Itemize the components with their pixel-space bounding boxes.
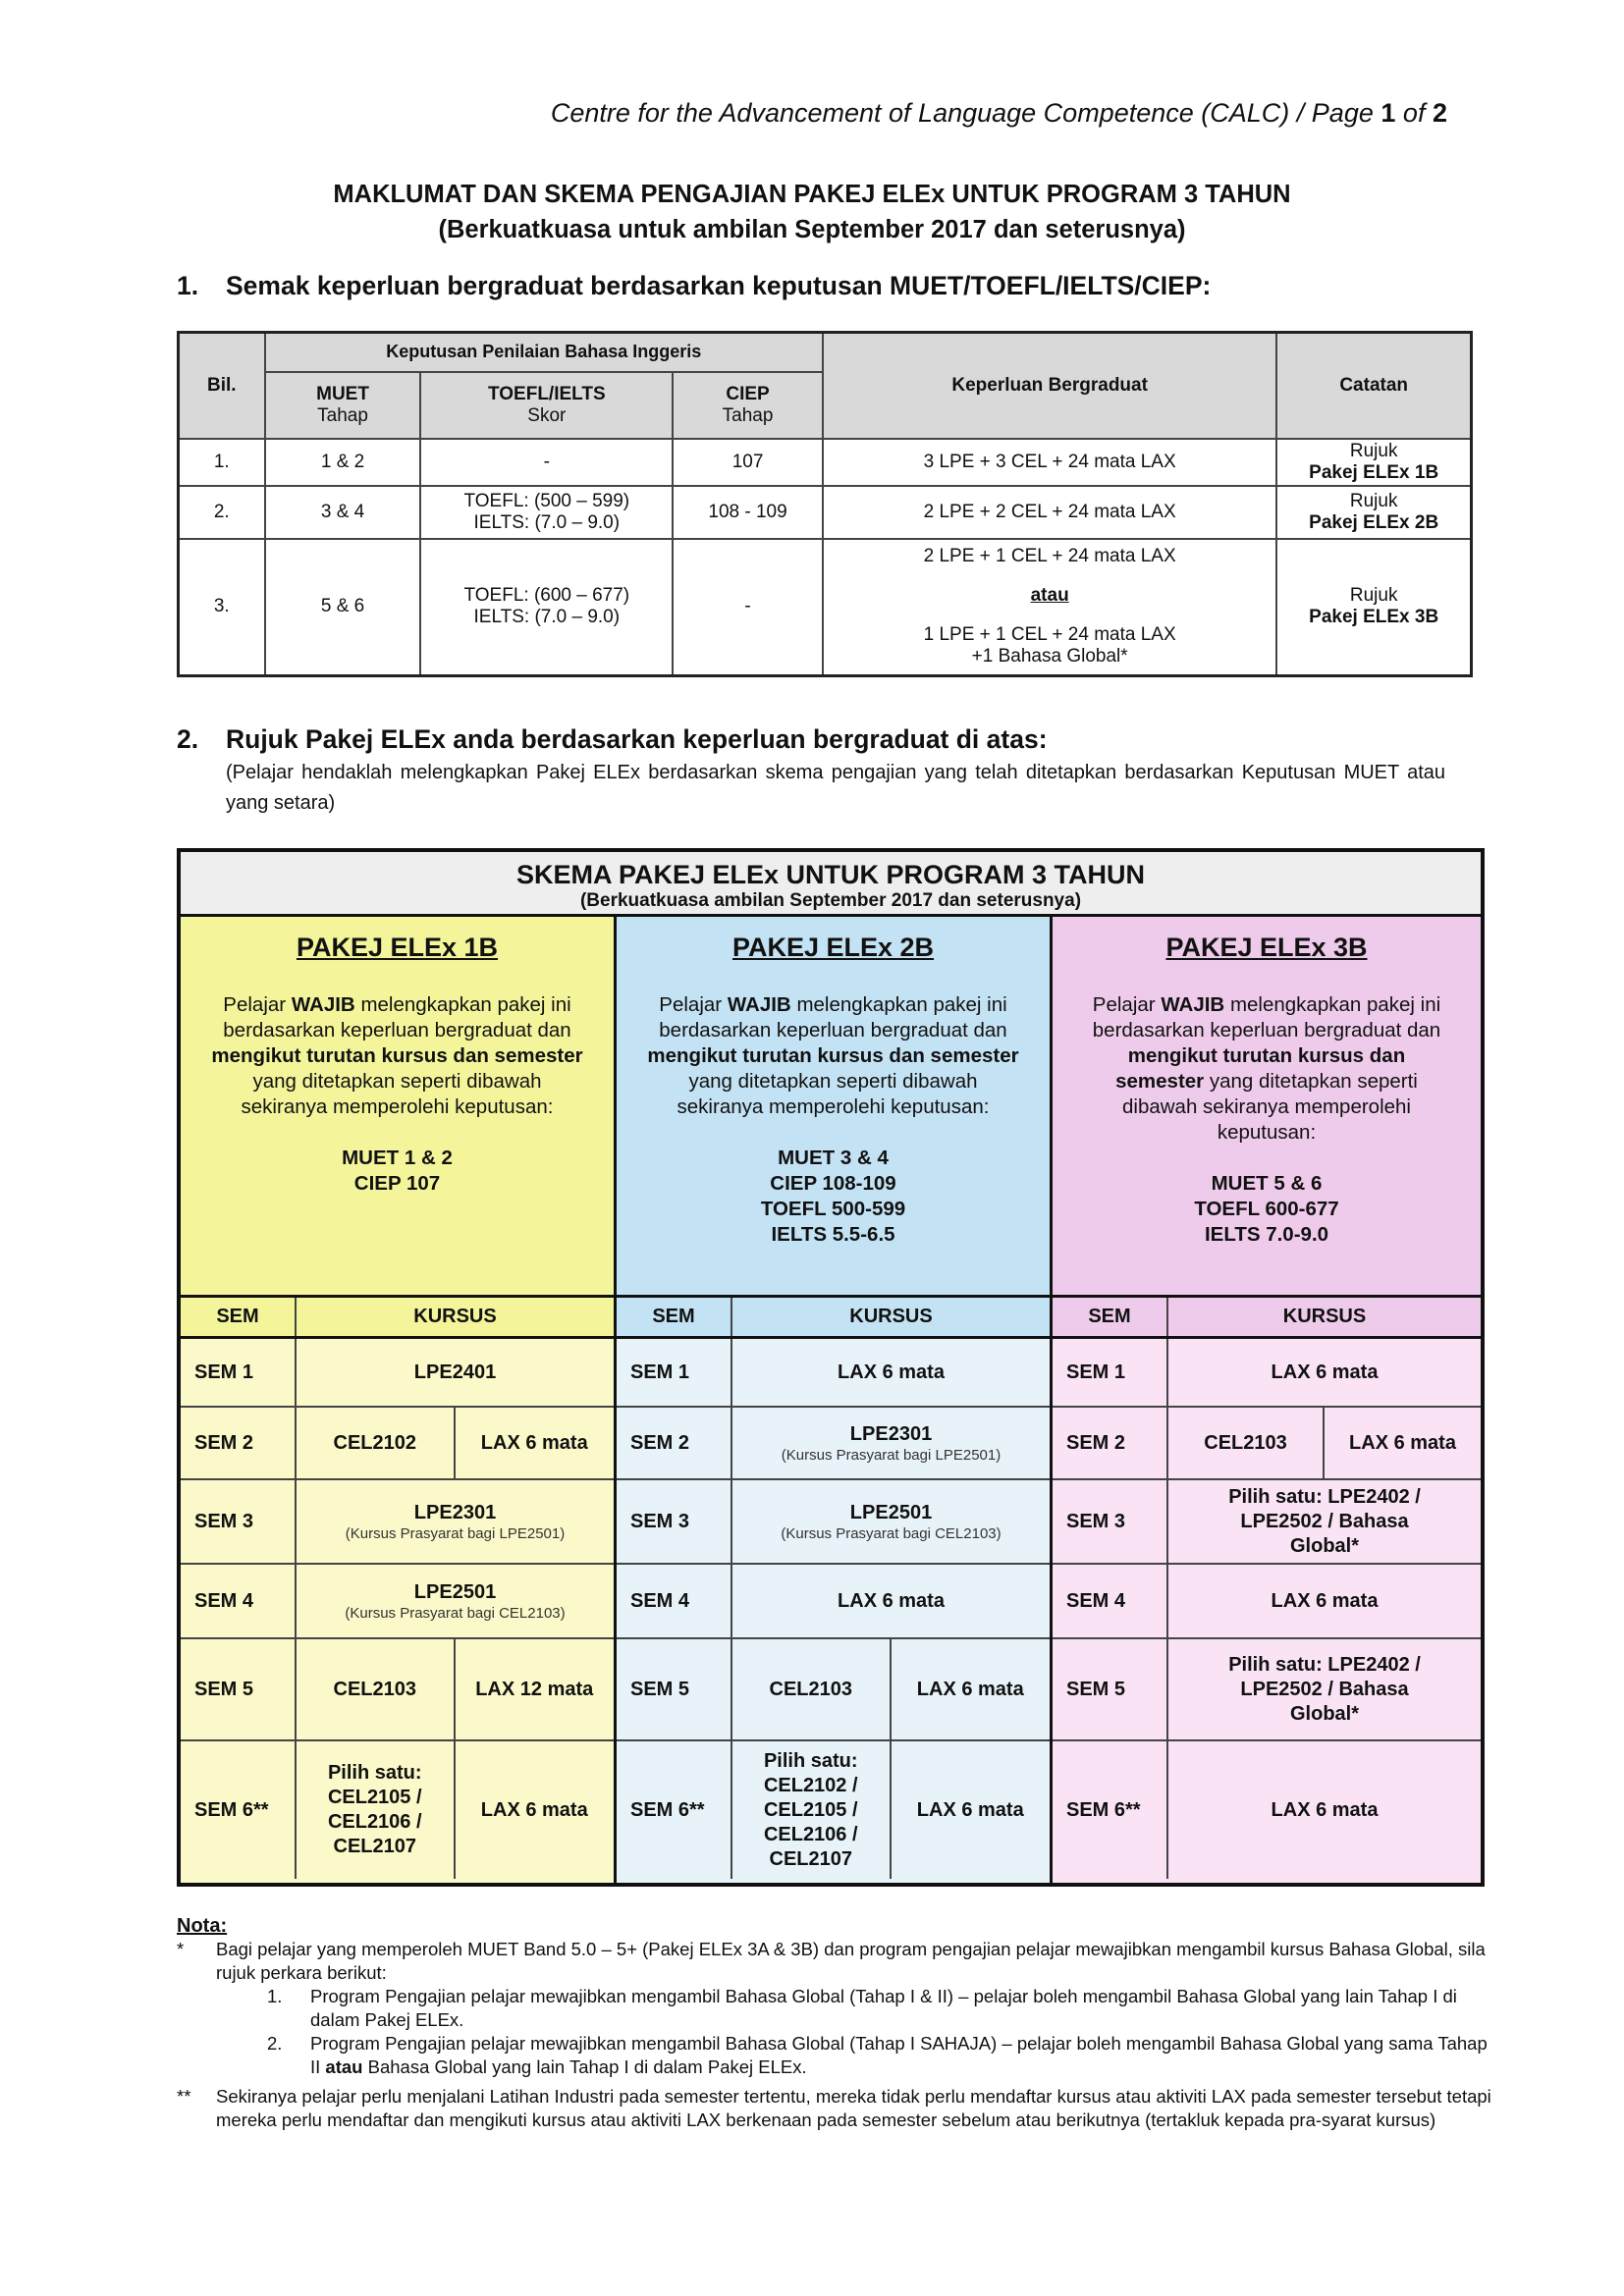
- cell-bil: 3.: [179, 539, 265, 676]
- scheme-title: [181, 852, 1481, 917]
- note-sub-1: 1. Program Pengajian pelajar mewajibkan mengambil Bahasa Global (Tahap I & II) – pelajar boleh mengambil Bahasa Global yang lain Tahap I di dalam Pakej ELEx.: [267, 1986, 1457, 2030]
- package-title: PAKEJ ELEx 1B: [296, 933, 499, 962]
- semester-label: SEM 4: [1053, 1565, 1168, 1639]
- semester-label: SEM 5: [617, 1639, 732, 1741]
- package-description: Pelajar WAJIB melengkapkan pakej ini berdasarkan keperluan bergraduat dan mengikut turutan kursus dan semester yang ditetapkan seperti dibawah sekiranya memperolehi keputusan:: [647, 993, 1019, 1118]
- package-description: Pelajar WAJIB melengkapkan pakej ini berdasarkan keperluan bergraduat dan mengikut turutan kursus dan semester yang ditetapkan seperti dibawah sekiranya memperolehi keputusan:: [1092, 993, 1441, 1144]
- cell-toefl: TOEFL: (500 – 599) IELTS: (7.0 – 9.0): [420, 486, 673, 539]
- semester-label: SEM 3: [617, 1480, 732, 1565]
- semester-table-1b: [181, 1336, 617, 1883]
- semester-table-2b: [617, 1336, 1053, 1883]
- requirements-table: [177, 331, 1473, 677]
- course-cell: LAX 6 mata: [1271, 1798, 1379, 1821]
- page-number: 1: [1380, 98, 1396, 128]
- th-muet: MUET Tahap: [265, 372, 421, 439]
- cell-bil: 1.: [179, 439, 265, 486]
- column-header-1b: SEM KURSUS: [181, 1295, 617, 1336]
- notes-section: [177, 1914, 1492, 2132]
- semester-table-3b: [1053, 1336, 1481, 1883]
- semester-label: SEM 2: [181, 1408, 297, 1480]
- scheme-table: [177, 848, 1485, 1887]
- package-requirements: MUET 1 & 2 CIEP 107: [342, 1147, 453, 1195]
- th-group: Keputusan Penilaian Bahasa Inggeris: [265, 333, 823, 372]
- cell-toefl: TOEFL: (600 – 677) IELTS: (7.0 – 9.0): [420, 539, 673, 676]
- th-toefl: TOEFL/IELTS Skor: [420, 372, 673, 439]
- cell-requirement: 3 LPE + 3 CEL + 24 mata LAX: [823, 439, 1276, 486]
- course-cell: LAX 6 mata: [1168, 1565, 1481, 1639]
- page-of: of: [1402, 98, 1426, 128]
- section-1-number: 1.: [177, 271, 199, 300]
- semester-label: SEM 1: [1053, 1339, 1168, 1408]
- lax-cell: LAX 6 mata: [456, 1408, 615, 1480]
- course-cell: CEL2103: [1168, 1408, 1325, 1480]
- table-row: [179, 439, 1472, 486]
- page-total: 2: [1432, 98, 1447, 128]
- lax-cell: LAX 6 mata: [892, 1639, 1051, 1741]
- section-2-note: (Pelajar hendaklah melengkapkan Pakej ELEx berdasarkan skema pengajian yang telah ditetapkan berdasarkan Keputusan MUET atau yang setara): [226, 762, 1445, 814]
- page-prefix: Page: [1311, 98, 1374, 128]
- note-sub-2: 2. Program Pengajian pelajar mewajibkan mengambil Bahasa Global (Tahap I SAHAJA) – pelajar boleh mengambil Bahasa Global yang sama Tahap II atau Bahasa Global yang lain Tahap I di dalam Pakej ELEx.: [267, 2033, 1488, 2077]
- package-requirements: MUET 3 & 4 CIEP 108-109 TOEFL 500-599 IELTS 5.5-6.5: [760, 1147, 906, 1246]
- package-requirements: MUET 5 & 6 TOEFL 600-677 IELTS 7.0-9.0: [1194, 1172, 1339, 1246]
- semester-label: SEM 6**: [617, 1741, 732, 1879]
- note-double-star: ** Sekiranya pelajar perlu menjalani Latihan Industri pada semester tertentu, mereka tidak perlu mendaftar kursus atau aktiviti LAX pada semester tersebut tetapi mereka perlu mendaftar dan mengikuti kursus atau aktiviti LAX berkenaan pada semester sebelum atau berikutnya (tertakluk kepada pra-syarat kursus): [177, 2086, 1491, 2130]
- package-1b: [181, 917, 617, 1295]
- semester-label: SEM 5: [1053, 1639, 1168, 1741]
- package-title: PAKEJ ELEx 3B: [1165, 933, 1368, 962]
- cell-bil: 2.: [179, 486, 265, 539]
- course-cell: CEL2103: [297, 1639, 456, 1741]
- notes-title: Nota:: [177, 1915, 228, 1937]
- cell-muet: 3 & 4: [265, 486, 421, 539]
- lax-cell: LAX 6 mata: [480, 1798, 588, 1821]
- course-cell: LPE2301 (Kursus Prasyarat bagi LPE2501): [297, 1480, 614, 1565]
- package-3b: [1053, 917, 1481, 1295]
- cell-muet: 5 & 6: [265, 539, 421, 676]
- package-description: Pelajar WAJIB melengkapkan pakej ini berdasarkan keperluan bergraduat dan mengikut turutan kursus dan semester yang ditetapkan seperti dibawah sekiranya memperolehi keputusan:: [211, 993, 583, 1118]
- semester-label: SEM 3: [1053, 1480, 1168, 1565]
- semester-label: SEM 2: [1053, 1408, 1168, 1480]
- cell-ciep: 108 - 109: [673, 486, 823, 539]
- course-cell: Pilih satu: LPE2402 / LPE2502 / Bahasa Global*: [1168, 1639, 1481, 1741]
- cell-ciep: -: [673, 539, 823, 676]
- semester-label: SEM 1: [181, 1339, 297, 1408]
- title-line-1: MAKLUMAT DAN SKEMA PENGAJIAN PAKEJ ELEx UNTUK PROGRAM 3 TAHUN: [333, 181, 1291, 208]
- semester-label: SEM 1: [617, 1339, 732, 1408]
- course-cell: Pilih satu: CEL2105 / CEL2106 / CEL2107: [297, 1741, 456, 1879]
- cell-requirement: 2 LPE + 2 CEL + 24 mata LAX: [823, 486, 1276, 539]
- document-title: [0, 177, 1624, 247]
- course-cell: LPE2401: [297, 1339, 614, 1408]
- course-cell: LPE2301 (Kursus Prasyarat bagi LPE2501): [732, 1408, 1050, 1480]
- course-cell: LAX 6 mata: [1168, 1339, 1481, 1408]
- th-requirement: Keperluan Bergraduat: [823, 333, 1276, 439]
- package-title: PAKEJ ELEx 2B: [731, 933, 935, 962]
- course-cell: LPE2501 (Kursus Prasyarat bagi CEL2103): [732, 1480, 1050, 1565]
- th-note: Catatan: [1276, 333, 1471, 439]
- course-cell: CEL2103: [732, 1639, 892, 1741]
- course-cell: LAX 6 mata: [732, 1339, 1050, 1408]
- cell-toefl: -: [420, 439, 673, 486]
- table-row: [179, 486, 1472, 539]
- lax-cell: LAX 12 mata: [456, 1639, 615, 1741]
- title-line-2: (Berkuatkuasa untuk ambilan September 2017 dan seterusnya): [438, 216, 1186, 243]
- semester-label: SEM 6**: [181, 1741, 297, 1879]
- page-header: Centre for the Advancement of Language Competence (CALC) / Page 1 of 2: [550, 98, 1447, 128]
- cell-note: Rujuk Pakej ELEx 2B: [1276, 486, 1471, 539]
- cell-requirement: 2 LPE + 1 CEL + 24 mata LAX atau 1 LPE + 1 CEL + 24 mata LAX +1 Bahasa Global*: [823, 539, 1276, 676]
- cell-ciep: 107: [673, 439, 823, 486]
- semester-label: SEM 3: [181, 1480, 297, 1565]
- lax-cell: LAX 6 mata: [1325, 1408, 1481, 1480]
- course-cell: CEL2102: [297, 1408, 456, 1480]
- course-cell: LAX 6 mata: [732, 1565, 1050, 1639]
- section-1-text: Semak keperluan bergraduat berdasarkan keputusan MUET/TOEFL/IELTS/CIEP:: [226, 271, 1212, 300]
- org-name: Centre for the Advancement of Language Competence (CALC): [550, 98, 1290, 128]
- th-ciep: CIEP Tahap: [673, 372, 823, 439]
- semester-label: SEM 4: [617, 1565, 732, 1639]
- cell-note: Rujuk Pakej ELEx 1B: [1276, 439, 1471, 486]
- package-2b: [617, 917, 1053, 1295]
- semester-label: SEM 2: [617, 1408, 732, 1480]
- cell-muet: 1 & 2: [265, 439, 421, 486]
- semester-label: SEM 5: [181, 1639, 297, 1741]
- semester-label: SEM 6**: [1053, 1741, 1168, 1879]
- course-cell: Pilih satu: LPE2402 / LPE2502 / Bahasa Global*: [1168, 1480, 1481, 1565]
- section-1-heading: [177, 271, 1211, 301]
- note-star: * Bagi pelajar yang memperoleh MUET Band 5.0 – 5+ (Pakej ELEx 3A & 3B) dan program pengajian pelajar mewajibkan mengambil kursus Bahasa Global, sila rujuk perkara berikut:: [177, 1939, 1486, 1983]
- semester-label: SEM 4: [181, 1565, 297, 1639]
- table-row: [179, 539, 1472, 676]
- th-bil: Bil.: [179, 333, 265, 439]
- section-2-heading: [177, 724, 1048, 755]
- section-2-number: 2.: [177, 724, 199, 754]
- section-2-text: Rujuk Pakej ELEx anda berdasarkan keperluan bergraduat di atas:: [226, 724, 1048, 754]
- column-header-3b: SEM KURSUS: [1053, 1295, 1481, 1336]
- cell-note: Rujuk Pakej ELEx 3B: [1276, 539, 1471, 676]
- lax-cell: LAX 6 mata: [916, 1798, 1024, 1821]
- scheme-title-text: SKEMA PAKEJ ELEx UNTUK PROGRAM 3 TAHUN: [515, 860, 1146, 889]
- column-header-2b: SEM KURSUS: [617, 1295, 1053, 1336]
- course-cell: LPE2501 (Kursus Prasyarat bagi CEL2103): [297, 1565, 614, 1639]
- course-cell: Pilih satu: CEL2102 / CEL2105 / CEL2106 / CEL2107: [732, 1741, 892, 1879]
- scheme-subtitle: (Berkuatkuasa ambilan September 2017 dan seterusnya): [579, 890, 1082, 911]
